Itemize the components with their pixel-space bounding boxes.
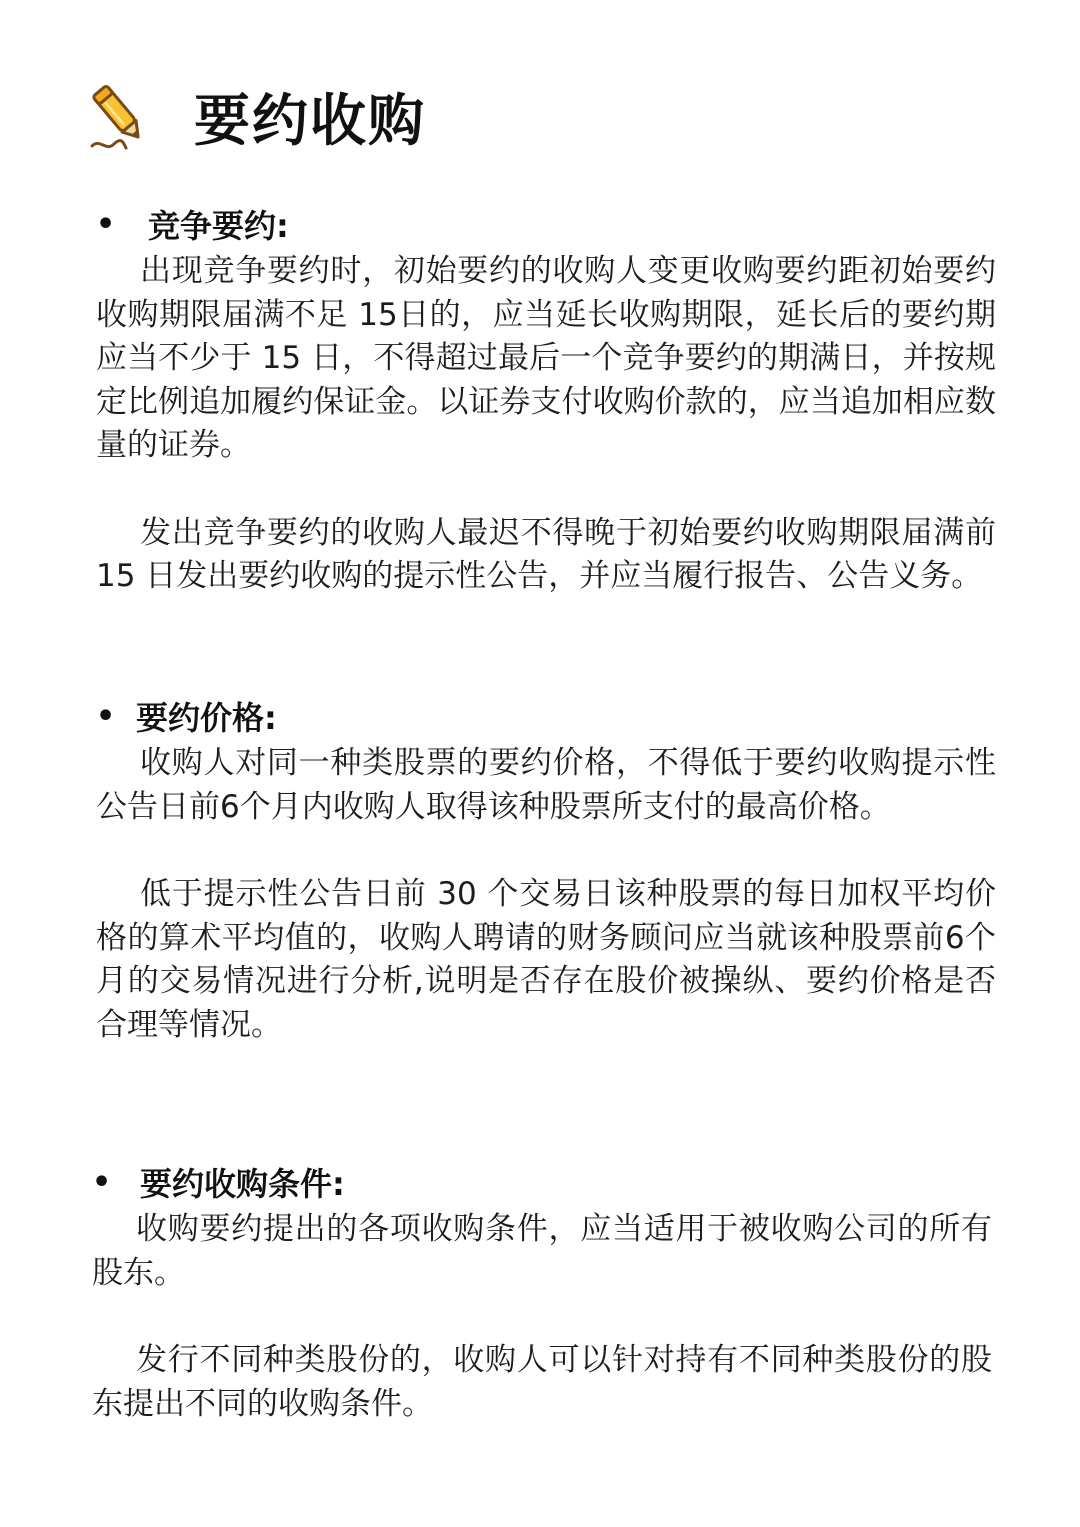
section-competing-offer: [96, 202, 996, 599]
bullet-icon: •: [92, 1164, 112, 1200]
paragraph: 发出竞争要约的收购人最迟不得晚于初始要约收购期限届满前 15 日发出要约收购的提示性公告，并应当履行报告、公告义务。: [96, 514, 996, 594]
pencil-icon: [88, 80, 152, 154]
paragraph: 低于提示性公告日前 30 个交易日该种股票的每日加权平均价格的算术平均值的，收购人聘请的财务顾问应当就该种股票前6个月的交易情况进行分析,说明是否存在股价被操纵、要约价格是否合理等情况。: [96, 876, 996, 1043]
section-offer-conditions: [92, 1160, 992, 1426]
section-heading: 竞争要约:: [148, 207, 289, 245]
section-heading-row: [92, 1160, 992, 1204]
section-offer-price: [96, 694, 996, 1047]
paragraph: 出现竞争要约时，初始要约的收购人变更收购要约距初始要约收购期限届满不足 15日的，应当延长收购期限，延长后的要约期应当不少于 15 日，不得超过最后一个竞争要约的期满日，并按规定比例追加履约保证金。以证券支付收购价款的，应当追加相应数量的证券。: [96, 253, 996, 463]
title-row: [88, 72, 426, 162]
paragraph: 收购人对同一种类股票的要约价格，不得低于要约收购提示性公告日前6个月内收购人取得该种股票所支付的最高价格。: [96, 745, 996, 825]
bullet-icon: •: [96, 698, 116, 734]
page-title: 要约收购: [194, 89, 426, 154]
section-heading-row: [96, 202, 996, 246]
section-heading: 要约价格:: [136, 699, 277, 737]
paragraph: 发行不同种类股份的，收购人可以针对持有不同种类股份的股东提出不同的收购条件。: [92, 1342, 992, 1422]
bullet-icon: •: [96, 206, 116, 242]
section-heading-row: [96, 694, 996, 738]
paragraph: 收购要约提出的各项收购条件，应当适用于被收购公司的所有股东。: [92, 1211, 992, 1291]
section-heading: 要约收购条件:: [140, 1165, 345, 1203]
